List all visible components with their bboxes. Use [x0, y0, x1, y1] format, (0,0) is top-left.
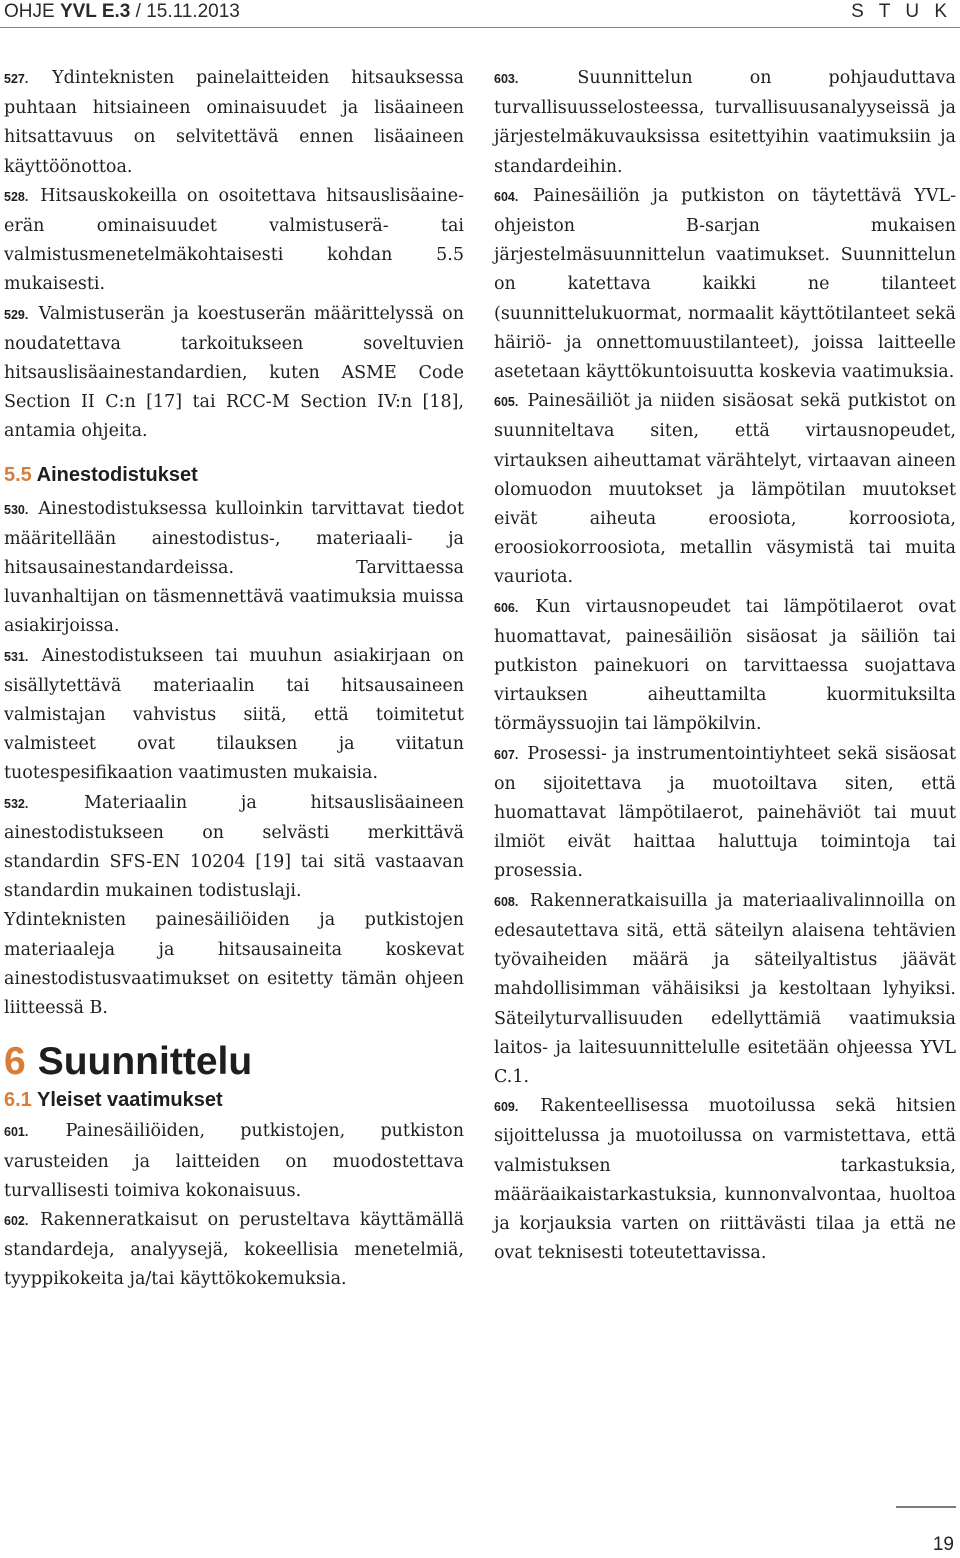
- paragraph-527: 527. Ydinteknisten painelaitteiden hitsauksessa puhtaan hitsiaineen ominaisuudet ja lisäaineen hitsattavuus on selvitettävä ennen lisäaineen käyttöönottoa.: [4, 68, 464, 177]
- header-guide-id: OHJE YVL E.3 / 15.11.2013: [4, 1, 240, 22]
- section-heading-5-5: 5.5 Ainestodistukset: [4, 463, 198, 486]
- header-organization: S T U K: [851, 1, 952, 22]
- appendix-note: Ydinteknisten painesäiliöiden ja putkistojen materiaaleja ja hitsausaineita koskevat ainestodistusvaatimukset on esitetty tämän ohjeen liitteessä B.: [4, 910, 464, 1019]
- paragraph-532: 532. Materiaalin ja hitsauslisäaineen ainestodistukseen on selvästi merkittävä standardin SFS-EN 10204 [19] tai sitä vastaavan standardin mukainen todistuslaji.: [4, 792, 464, 902]
- paragraph-529: 529. Valmistuserän ja koestuserän määrittelyssä on noudatettava tarkoitukseen soveltuvien hitsauslisäainestandardien, kuten ASME Code Section II C:n [17] tai RCC-M Section IV:n [18], antamia ohjeita.: [4, 303, 464, 442]
- footer-rule: [896, 1506, 956, 1508]
- paragraph-608: 608. Rakenneratkaisuilla ja materiaalivalinnoilla on edesautettava sitä, että säteilyn alaisena tehtävien työvaiheiden määrä ja säteilyaltistus jäävät mahdollisimman vähäisiksi ja kestoltaan lyhyiksi. Säteilyturvallisuuden edellyttämiä vaatimuksia laitos- ja laitesuunnittelulle esitetään ohjeessa YVL C.1.: [494, 890, 956, 1087]
- paragraph-607: 607. Prosessi- ja instrumentointiyhteet sekä sisäosat on sijoitettava ja muotoiltava siten, että huomattavat lämpötilaerot, painehäviöt tai muut ilmiöt eivät haittaa haluttuja toimintoja tai prosessia.: [494, 743, 956, 882]
- left-column: [4, 64, 464, 1295]
- paragraph-530: 530. Ainestodistuksessa kulloinkin tarvittavat tiedot määritellään ainestodistus-, materiaali- ja hitsausainestandardeissa. Tarvittaessa luvanhaltijan on täsmennettävä vaatimuksia muissa asiakirjoissa.: [4, 498, 464, 637]
- paragraph-605: 605. Painesäiliöt ja niiden sisäosat sekä putkistot on suunniteltava siten, että virtausnopeudet, virtauksen aiheuttamat värähtelyt, virtaavan aineen olomuodon muutokset ja lämpötilan muutokset eivät aiheuta eroosiota, korroosiota, eroosiokorroosiota, metallin väsymistä tai muita vauriota.: [494, 391, 957, 588]
- paragraph-602: 602. Rakenneratkaisut on perusteltava käyttämällä standardeja, analyysejä, kokeellisia menetelmiä, tyyppikokeita ja/tai käyttökokemuksia.: [4, 1209, 464, 1290]
- page-header: [0, 0, 960, 26]
- paragraph-604: 604. Painesäiliön ja putkiston on täytettävä YVL-ohjeiston B-sarjan mukaisen järjestelmäsuunnittelun vaatimukset. Suunnittelun on katettava kaikki ne tilanteet (suunnittelukuormat, normaalit käyttötilanteet sekä häiriö- ja onnettomuustilanteet), joissa laitteelle asetetaan käyttökuntoisuutta koskevia vaatimuksia.: [494, 185, 956, 383]
- header-rule: [0, 27, 960, 28]
- paragraph-601: 601. Painesäiliöiden, putkistojen, putkiston varusteiden ja laitteiden on muodostettava turvallisesti toimiva kokonaisuus.: [4, 1121, 464, 1201]
- page-number: 19: [932, 1534, 954, 1555]
- section-heading-6-1: 6.1 Yleiset vaatimukset: [4, 1089, 223, 1112]
- paragraph-609: 609. Rakenteellisessa muotoilussa sekä hitsien sijoittelussa ja muotoilussa on varmistettava, että valmistuksen tarkastuksia, määräaikaistarkastuksia, kunnonvalvontaa, huoltoa ja korjauksia varten on riittävästi tilaa ja että ne ovat teknisesti toteutettavissa.: [494, 1096, 956, 1264]
- guide-code: YVL E.3: [59, 1, 131, 22]
- right-column: [494, 64, 956, 1268]
- paragraph-603: 603. Suunnittelun on pohjauduttava turvallisuusselosteessa, turvallisuusanalyyseissä ja järjestelmäkuvauksissa esitettyihin vaatimuksiin ja standardeihin.: [494, 68, 956, 177]
- paragraph-528: 528. Hitsauskokeilla on osoitettava hitsauslisäaine-erän ominaisuudet valmistuserä- tai valmistusmenetelmäkohtaisesti kohdan 5.5 mukaisesti.: [4, 185, 464, 295]
- chapter-heading-6: 6 Suunnittelu: [4, 1040, 253, 1084]
- paragraph-531: 531. Ainestodistukseen tai muuhun asiakirjaan on sisällytettävä materiaalin tai hitsausaineen valmistajan vahvistus siitä, että toimitetut valmisteet ovat tilauksen ja viitatun tuotespesifikaation vaatimusten mukaisia.: [4, 645, 464, 784]
- paragraph-606: 606. Kun virtausnopeudet tai lämpötilaerot ovat huomattavat, painesäiliön sisäosat ja säiliön tai putkiston painekuori on tarvittaessa suojattava virtauksen aiheuttamilta kuormituksilta törmäyssuojin tai lämpökilvin.: [494, 596, 956, 735]
